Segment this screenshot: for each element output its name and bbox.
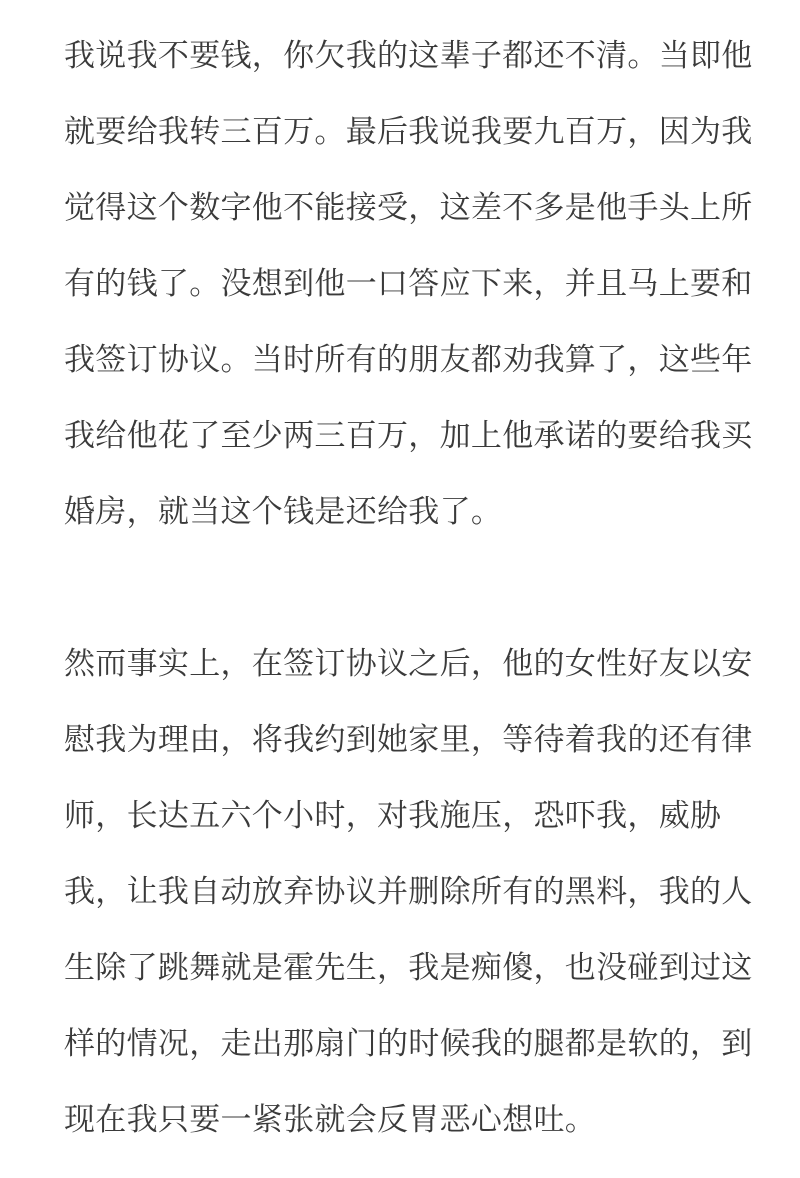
text-line: 婚房，就当这个钱是还给我了。 bbox=[64, 494, 503, 530]
text-line: 慰我为理由，将我约到她家里，等待着我的还有律 bbox=[64, 722, 753, 758]
text-line: 就要给我转三百万。最后我说我要九百万，因为我 bbox=[64, 114, 753, 150]
text-line: 我给他花了至少两三百万，加上他承诺的要给我买 bbox=[64, 418, 753, 454]
text-line: 生除了跳舞就是霍先生，我是痴傻，也没碰到过这 bbox=[64, 950, 753, 986]
paragraph-2 bbox=[64, 626, 753, 1158]
text-line: 现在我只要一紧张就会反胃恶心想吐。 bbox=[64, 1102, 597, 1138]
text-line: 然而事实上，在签订协议之后，他的女性好友以安 bbox=[64, 646, 753, 682]
text-line: 师，长达五六个小时，对我施压，恐吓我，威胁 bbox=[64, 798, 722, 834]
text-line: 我签订协议。当时所有的朋友都劝我算了，这些年 bbox=[64, 342, 753, 378]
text-line: 我，让我自动放弃协议并删除所有的黑料，我的人 bbox=[64, 874, 753, 910]
paragraph-1 bbox=[64, 18, 753, 550]
text-line: 样的情况，走出那扇门的时候我的腿都是软的，到 bbox=[64, 1026, 753, 1062]
text-line: 觉得这个数字他不能接受，这差不多是他手头上所 bbox=[64, 190, 753, 226]
text-line: 有的钱了。没想到他一口答应下来，并且马上要和 bbox=[64, 266, 753, 302]
text-line: 我说我不要钱，你欠我的这辈子都还不清。当即他 bbox=[64, 38, 753, 74]
